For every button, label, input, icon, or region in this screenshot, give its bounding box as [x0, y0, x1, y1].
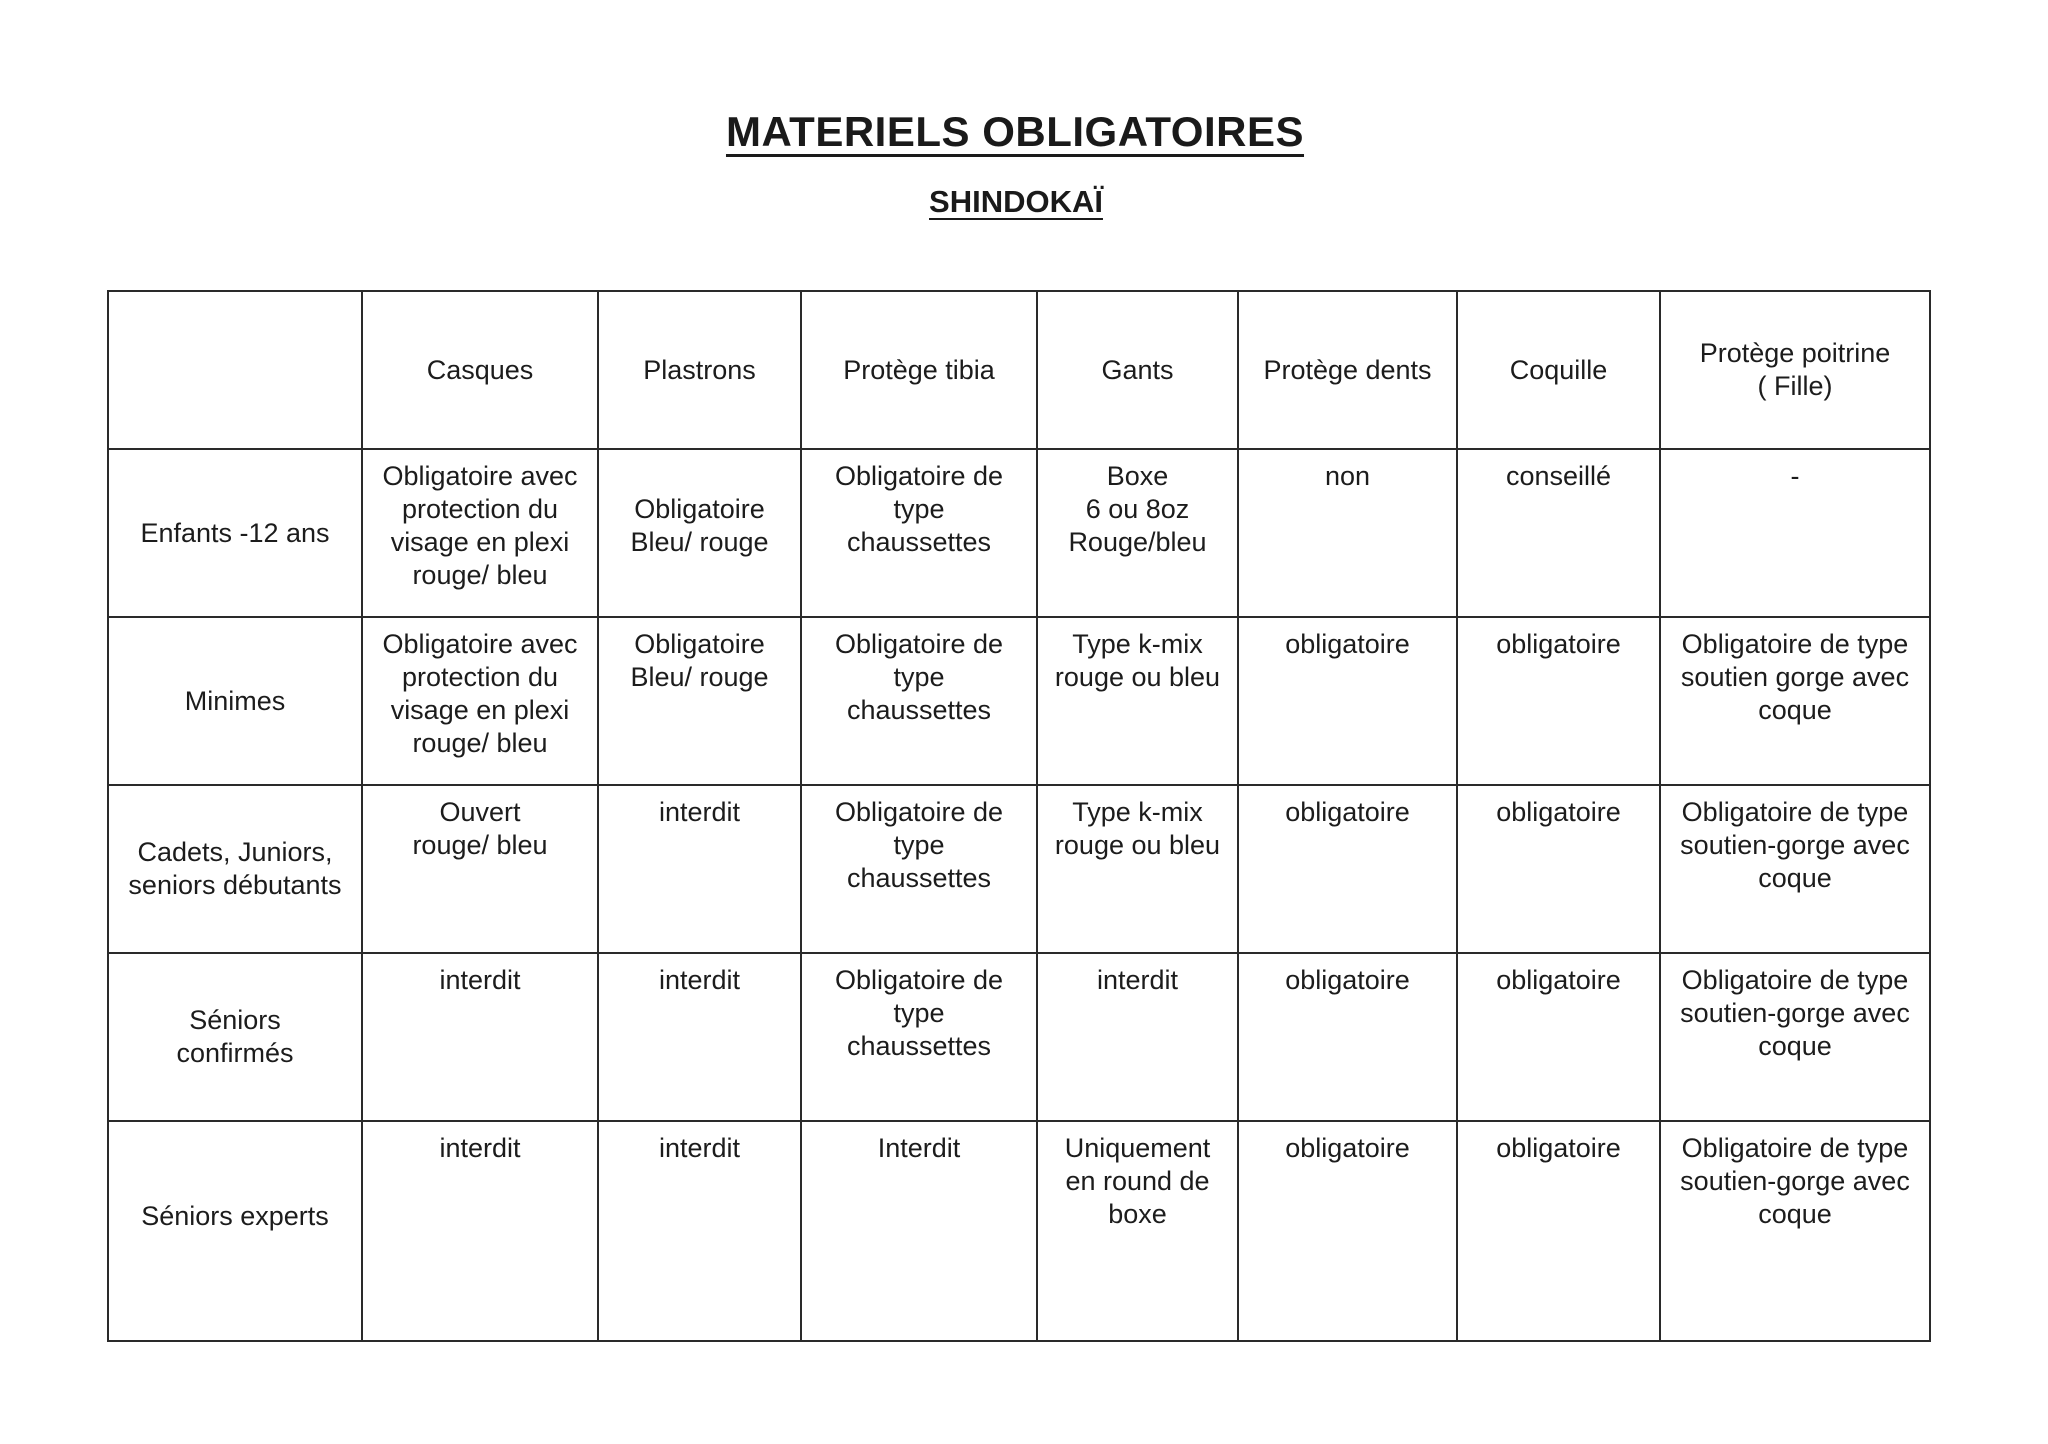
table-cell: Ouvert rouge/ bleu	[362, 785, 598, 953]
table-cell: Obligatoire avec protection du visage en plexi rouge/ bleu	[362, 449, 598, 617]
table-cell: interdit	[598, 785, 801, 953]
table-cell: obligatoire	[1457, 785, 1660, 953]
table-cell: obligatoire	[1457, 1121, 1660, 1341]
table-cell: Obligatoire de type chaussettes	[801, 617, 1037, 785]
table-cell: Obligatoire de type chaussettes	[801, 449, 1037, 617]
table-cell: conseillé	[1457, 449, 1660, 617]
document-title	[0, 108, 2030, 156]
table-cell: obligatoire	[1457, 617, 1660, 785]
table-cell: Obligatoire de type soutien-gorge avec coque	[1660, 1121, 1930, 1341]
table-cell: Interdit	[801, 1121, 1037, 1341]
document-title-text: MATERIELS OBLIGATOIRES	[725, 108, 1305, 155]
table-cell: Type k-mix rouge ou bleu	[1037, 617, 1238, 785]
table-cell: interdit	[1037, 953, 1238, 1121]
table-row	[108, 1121, 1930, 1341]
header-cell-gants: Gants	[1037, 291, 1238, 449]
table-cell: Obligatoire Bleu/ rouge	[598, 617, 801, 785]
header-cell-casques: Casques	[362, 291, 598, 449]
table-cell: obligatoire	[1238, 1121, 1457, 1341]
row-label-seniors-experts: Séniors experts	[108, 1121, 362, 1341]
table-cell: Obligatoire avec protection du visage en plexi rouge/ bleu	[362, 617, 598, 785]
table-cell: Obligatoire Bleu/ rouge	[598, 449, 801, 617]
table-row	[108, 449, 1930, 617]
table-header-row	[108, 291, 1930, 449]
table-cell: interdit	[598, 1121, 801, 1341]
table-cell: obligatoire	[1238, 953, 1457, 1121]
header-cell-empty	[108, 291, 362, 449]
header-cell-protege-tibia: Protège tibia	[801, 291, 1037, 449]
header-cell-plastrons: Plastrons	[598, 291, 801, 449]
table-cell: -	[1660, 449, 1930, 617]
equipment-table	[107, 290, 1931, 1342]
table-cell: Type k-mix rouge ou bleu	[1037, 785, 1238, 953]
row-label-cadets-juniors: Cadets, Juniors, seniors débutants	[108, 785, 362, 953]
document-subtitle	[0, 184, 2032, 220]
header-cell-coquille: Coquille	[1457, 291, 1660, 449]
table-cell: obligatoire	[1238, 617, 1457, 785]
header-cell-protege-dents: Protège dents	[1238, 291, 1457, 449]
header-cell-protege-poitrine: Protège poitrine ( Fille)	[1660, 291, 1930, 449]
row-label-minimes: Minimes	[108, 617, 362, 785]
table-row	[108, 617, 1930, 785]
table-cell: Uniquement en round de boxe	[1037, 1121, 1238, 1341]
table-cell: non	[1238, 449, 1457, 617]
table-row	[108, 785, 1930, 953]
table-cell: Obligatoire de type chaussettes	[801, 953, 1037, 1121]
table-cell: Boxe 6 ou 8oz Rouge/bleu	[1037, 449, 1238, 617]
table-row	[108, 953, 1930, 1121]
row-label-enfants: Enfants -12 ans	[108, 449, 362, 617]
table-cell: Obligatoire de type soutien-gorge avec coque	[1660, 785, 1930, 953]
document-subtitle-text: SHINDOKAÏ	[929, 184, 1103, 219]
table-cell: interdit	[362, 953, 598, 1121]
table-cell: Obligatoire de type soutien-gorge avec coque	[1660, 953, 1930, 1121]
table-cell: Obligatoire de type chaussettes	[801, 785, 1037, 953]
table-cell: interdit	[362, 1121, 598, 1341]
row-label-seniors-confirmes: Séniors confirmés	[108, 953, 362, 1121]
table-cell: obligatoire	[1457, 953, 1660, 1121]
table-cell: obligatoire	[1238, 785, 1457, 953]
table-cell: Obligatoire de type soutien gorge avec coque	[1660, 617, 1930, 785]
table-cell: interdit	[598, 953, 801, 1121]
